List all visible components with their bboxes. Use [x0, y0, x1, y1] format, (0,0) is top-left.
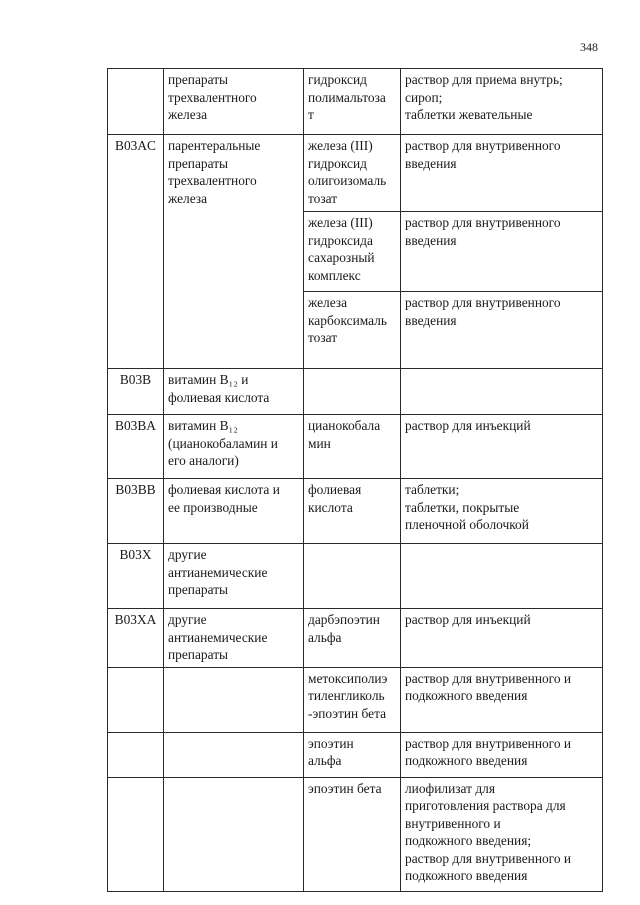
form-line: таблетки жевательные: [405, 107, 533, 122]
substance-line: метоксиполиэ: [308, 670, 388, 686]
substance-line: гидроксид: [308, 72, 367, 87]
substance-line: цианокобала: [308, 418, 381, 433]
group-cell: [164, 369, 304, 415]
group-cell: [164, 667, 304, 732]
substance-cell: [304, 544, 401, 609]
substance-line: тиленгликоль: [308, 688, 385, 703]
dosage-form-cell: [401, 479, 603, 544]
substance-line: железа (III): [308, 138, 373, 153]
substance-line: гидроксид: [308, 155, 367, 171]
group-line: другие: [168, 612, 207, 627]
form-line: приготовления раствора для: [405, 798, 566, 813]
group-line: препараты: [168, 582, 229, 597]
form-line: пленочной оболочкой: [405, 517, 529, 532]
form-line: раствор для инъекций: [405, 612, 531, 627]
group-line: железа: [168, 107, 208, 122]
group-line: фолиевая кислота и: [168, 482, 280, 497]
substance-cell: [304, 292, 401, 369]
drug-table: [107, 68, 603, 892]
form-line: подкожного введения;: [405, 833, 532, 848]
form-line: таблетки, покрытые: [405, 499, 520, 515]
table-row: [108, 544, 603, 609]
group-cell: [164, 732, 304, 777]
group-line: витамин B₁₂: [168, 418, 238, 433]
atc-code-cell: [108, 777, 164, 891]
dosage-form-cell: [401, 212, 603, 292]
dosage-form-cell: [401, 135, 603, 212]
form-line: раствор для внутривенного и: [405, 735, 572, 751]
substance-line: гидроксида: [308, 232, 373, 248]
substance-line: олигоизомаль: [308, 173, 387, 188]
form-line: сироп;: [405, 89, 443, 105]
table-row: [108, 69, 603, 135]
group-line: антианемические: [168, 564, 268, 580]
group-line: железа: [168, 190, 208, 206]
substance-line: т: [308, 107, 314, 122]
substance-cell: [304, 69, 401, 135]
group-line: его аналоги): [168, 453, 239, 468]
form-line: подкожного введения: [405, 753, 528, 768]
substance-line: альфа: [308, 753, 342, 768]
form-line: введения: [405, 155, 457, 171]
substance-line: эпоэтин: [308, 735, 354, 751]
substance-line: комплекс: [308, 267, 361, 283]
group-cell: [164, 609, 304, 668]
table-row: [108, 777, 603, 891]
form-line: раствор для внутривенного и: [405, 670, 572, 686]
substance-cell: [304, 667, 401, 732]
table-row: [108, 609, 603, 668]
form-line: раствор для внутривенного и: [405, 850, 572, 866]
dosage-form-cell: [401, 415, 603, 479]
table-row: [108, 415, 603, 479]
form-line: внутривенного и: [405, 815, 501, 831]
atc-code-cell: [108, 732, 164, 777]
group-line: трехвалентного: [168, 89, 257, 105]
substance-line: дарбэпоэтин: [308, 612, 380, 627]
group-line: препараты: [168, 647, 229, 662]
substance-line: эпоэтин бета: [308, 780, 382, 796]
form-line: таблетки;: [405, 482, 460, 497]
substance-cell: [304, 135, 401, 212]
substance-cell: [304, 479, 401, 544]
atc-code-cell: B03AC: [108, 135, 164, 369]
group-cell: [164, 777, 304, 891]
dosage-form-cell: [401, 732, 603, 777]
atc-code-cell: B03BA: [108, 415, 164, 479]
substance-line: тозат: [308, 330, 338, 345]
atc-code-cell: B03XA: [108, 609, 164, 668]
dosage-form-cell: [401, 292, 603, 369]
group-cell: [164, 135, 304, 369]
form-line: раствор для приема внутрь;: [405, 72, 563, 87]
substance-line: железа (III): [308, 215, 373, 230]
group-line: витамин B₁₂ и: [168, 372, 249, 387]
atc-code-cell: B03BB: [108, 479, 164, 544]
form-line: подкожного введения: [405, 868, 528, 883]
form-line: лиофилизат для: [405, 780, 495, 796]
form-line: раствор для внутривенного: [405, 138, 561, 153]
group-line: препараты: [168, 155, 229, 171]
group-cell: [164, 69, 304, 135]
dosage-form-cell: [401, 609, 603, 668]
atc-code-cell: B03X: [108, 544, 164, 609]
group-line: антианемические: [168, 629, 268, 645]
form-line: раствор для внутривенного: [405, 295, 561, 310]
dosage-form-cell: [401, 369, 603, 415]
atc-code-cell: [108, 69, 164, 135]
atc-code-cell: B03B: [108, 369, 164, 415]
substance-line: полимальтоза: [308, 89, 386, 105]
atc-code-cell: [108, 667, 164, 732]
group-cell: [164, 479, 304, 544]
page-number: 348: [580, 40, 598, 54]
table-row: [108, 135, 603, 212]
form-line: введения: [405, 232, 457, 248]
dosage-form-cell: [401, 69, 603, 135]
substance-line: мин: [308, 435, 331, 451]
dosage-form-cell: [401, 667, 603, 732]
form-line: раствор для инъекций: [405, 418, 531, 433]
group-line: (цианокобаламин и: [168, 435, 278, 451]
group-line: парентеральные: [168, 138, 261, 153]
table-row: [108, 732, 603, 777]
substance-cell: [304, 415, 401, 479]
group-cell: [164, 544, 304, 609]
substance-cell: [304, 777, 401, 891]
dosage-form-cell: [401, 544, 603, 609]
group-cell: [164, 415, 304, 479]
form-line: раствор для внутривенного: [405, 215, 561, 230]
substance-line: альфа: [308, 629, 342, 645]
form-line: подкожного введения: [405, 688, 528, 703]
substance-line: железа: [308, 295, 348, 310]
group-line: другие: [168, 547, 207, 562]
substance-line: кислота: [308, 499, 353, 515]
table-row: [108, 479, 603, 544]
dosage-form-cell: [401, 777, 603, 891]
substance-line: -эпоэтин бета: [308, 705, 387, 721]
substance-line: тозат: [308, 190, 338, 206]
group-line: препараты: [168, 72, 229, 87]
substance-cell: [304, 732, 401, 777]
group-line: трехвалентного: [168, 173, 257, 188]
substance-line: сахарозный: [308, 250, 375, 265]
group-line: ее производные: [168, 499, 258, 515]
substance-cell: [304, 369, 401, 415]
group-line: фолиевая кислота: [168, 389, 270, 405]
substance-line: карбоксималь: [308, 312, 387, 328]
table-row: [108, 369, 603, 415]
form-line: введения: [405, 312, 457, 328]
table-row: [108, 667, 603, 732]
substance-cell: [304, 609, 401, 668]
substance-cell: [304, 212, 401, 292]
substance-line: фолиевая: [308, 482, 362, 497]
